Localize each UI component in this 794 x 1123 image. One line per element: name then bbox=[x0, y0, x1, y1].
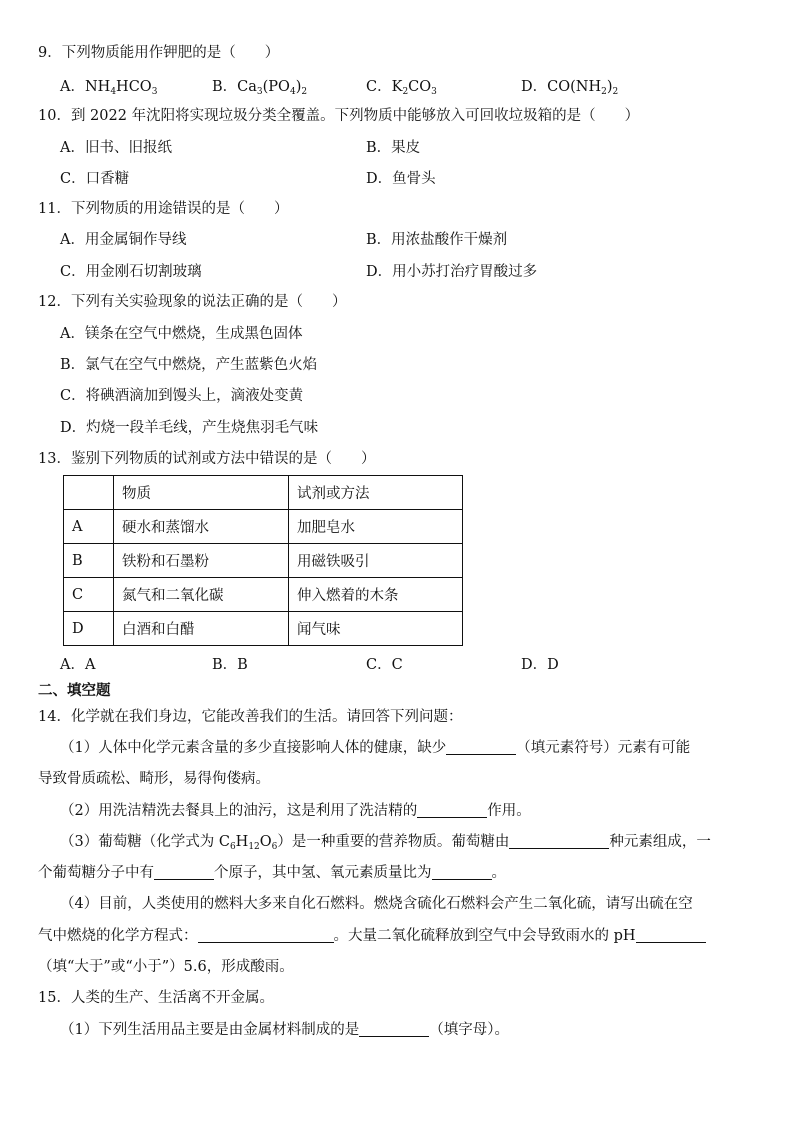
q14-part1-line2: 导致骨质疏松、畸形，易得佝偻病。 bbox=[38, 771, 270, 787]
table-cell: 氮气和二氧化碳 bbox=[114, 578, 289, 612]
q10-stem: 10．到 2022 年沈阳将实现垃圾分类全覆盖。下列物质中能够放入可回收垃圾箱的是（ ） bbox=[38, 108, 640, 124]
section-heading: 二、填空题 bbox=[38, 682, 111, 699]
q14-part4-line1: （4）目前，人类使用的燃料大多来自化石燃料。燃烧含硫化石燃料会产生二氧化硫，请写出硫在空 bbox=[60, 896, 693, 912]
answer-blank[interactable] bbox=[432, 864, 492, 880]
q13-option-a: A．A bbox=[60, 657, 96, 673]
q11-option-d: D．用小苏打治疗胃酸过多 bbox=[366, 264, 538, 280]
q13-option-c: C．C bbox=[366, 657, 403, 673]
table-cell: A bbox=[64, 510, 114, 544]
table-row bbox=[64, 578, 463, 612]
q12-option-b: B．氯气在空气中燃烧，产生蓝紫色火焰 bbox=[60, 357, 318, 373]
q11-option-b: B．用浓盐酸作干燥剂 bbox=[366, 232, 508, 248]
table-cell: 硬水和蒸馏水 bbox=[114, 510, 289, 544]
table-row bbox=[64, 544, 463, 578]
q13-option-b: B．B bbox=[212, 657, 248, 673]
table-cell: 加肥皂水 bbox=[289, 510, 463, 544]
q9-option-d: D．$CO(NH_2)_2$ bbox=[521, 79, 619, 97]
q9-stem: 9．下列物质能用作钾肥的是（ ） bbox=[38, 45, 280, 61]
answer-blank[interactable] bbox=[154, 864, 214, 880]
q11-stem: 11．下列物质的用途错误的是（ ） bbox=[38, 201, 289, 217]
table-cell: 白酒和白醋 bbox=[114, 612, 289, 646]
q9-option-a: A．$NH_4HCO_3$ bbox=[60, 79, 158, 97]
table-row bbox=[64, 510, 463, 544]
table-cell: C bbox=[64, 578, 114, 612]
answer-blank[interactable] bbox=[359, 1021, 429, 1037]
table-cell: 铁粉和石墨粉 bbox=[114, 544, 289, 578]
q14-part3-line1: （3）葡萄糖（化学式为 $C_6H_{12}O_6$）是一种重要的营养物质。葡萄糖由 种元素组成，一 bbox=[60, 834, 711, 852]
q13-option-d: D．D bbox=[521, 657, 559, 673]
q14-stem: 14．化学就在我们身边，它能改善我们的生活。请回答下列问题： bbox=[38, 709, 463, 725]
answer-blank[interactable] bbox=[198, 927, 334, 943]
q14-part1-line1: （1）人体中化学元素含量的多少直接影响人体的健康，缺少 （填元素符号）元素有可能 bbox=[60, 740, 691, 756]
table-header-cell: 物质 bbox=[114, 476, 289, 510]
q12-stem: 12．下列有关实验现象的说法正确的是（ ） bbox=[38, 294, 347, 310]
q10-option-b: B．果皮 bbox=[366, 140, 421, 156]
q10-option-d: D．鱼骨头 bbox=[366, 171, 436, 187]
q9-option-b: B．$Ca_3(PO_4)_2$ bbox=[212, 79, 308, 97]
q14-part3-line2: 个葡萄糖分子中有 个原子，其中氢、氧元素质量比为 。 bbox=[38, 865, 506, 881]
table-header-cell bbox=[64, 476, 114, 510]
q13-table bbox=[63, 475, 463, 646]
table-header-cell: 试剂或方法 bbox=[289, 476, 463, 510]
table-row bbox=[64, 612, 463, 646]
table-cell: 用磁铁吸引 bbox=[289, 544, 463, 578]
q15-stem: 15．人类的生产、生活离不开金属。 bbox=[38, 990, 274, 1006]
q9-option-c: C．$K_2CO_3$ bbox=[366, 79, 437, 97]
q10-option-a: A．旧书、旧报纸 bbox=[60, 140, 172, 156]
table-cell: 伸入燃着的木条 bbox=[289, 578, 463, 612]
answer-blank[interactable] bbox=[417, 802, 487, 818]
q14-part4-line3: （填“大于”或“小于”）5.6，形成酸雨。 bbox=[38, 959, 294, 975]
table-cell: 闻气味 bbox=[289, 612, 463, 646]
table-header-row bbox=[64, 476, 463, 510]
q14-part2: （2）用洗洁精洗去餐具上的油污，这是利用了洗洁精的 作用。 bbox=[60, 803, 531, 819]
q11-option-c: C．用金刚石切割玻璃 bbox=[60, 264, 202, 280]
q12-option-c: C．将碘酒滴加到馒头上，滴液处变黄 bbox=[60, 388, 304, 404]
q12-option-a: A．镁条在空气中燃烧，生成黑色固体 bbox=[60, 326, 303, 342]
answer-blank[interactable] bbox=[446, 739, 516, 755]
q15-part1: （1）下列生活用品主要是由金属材料制成的是 （填字母）。 bbox=[60, 1022, 509, 1038]
q11-option-a: A．用金属铜作导线 bbox=[60, 232, 187, 248]
q13-stem: 13．鉴别下列物质的试剂或方法中错误的是（ ） bbox=[38, 451, 376, 467]
answer-blank[interactable] bbox=[509, 833, 609, 849]
answer-blank[interactable] bbox=[636, 927, 706, 943]
table-cell: B bbox=[64, 544, 114, 578]
q10-option-c: C．口香糖 bbox=[60, 171, 130, 187]
table-cell: D bbox=[64, 612, 114, 646]
q14-part4-line2: 气中燃烧的化学方程式： 。大量二氧化硫释放到空气中会导致雨水的 pH bbox=[38, 926, 706, 946]
q12-option-d: D．灼烧一段羊毛线，产生烧焦羽毛气味 bbox=[60, 420, 319, 436]
